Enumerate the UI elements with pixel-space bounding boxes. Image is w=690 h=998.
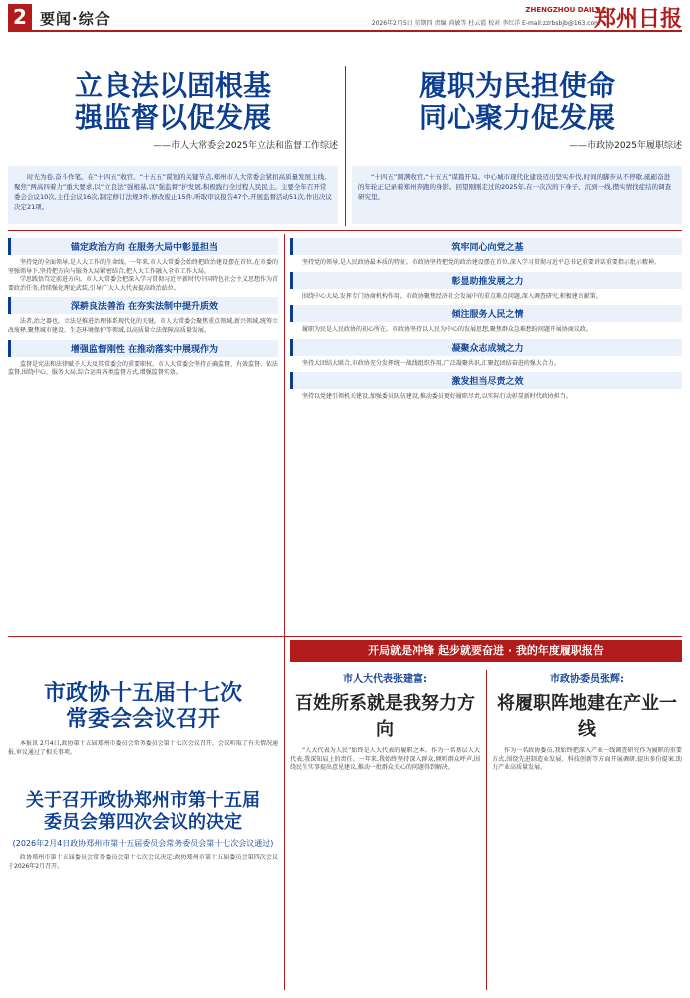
brand-logo: 郑州日报 — [593, 6, 682, 32]
card-right — [492, 670, 682, 998]
left-subhead-1: 锚定政治方向 在服务大局中彰显担当 — [8, 238, 278, 255]
news2-text: 政协郑州市第十五届委员会常务委员会第十七次会议决定:政协郑州市第十五届委员会第四次会议于2026年2月召开。 — [8, 854, 278, 870]
left-headline-line1: 立良法以固根基 — [74, 69, 271, 102]
left-para-3: 法者,治之器也。立法是推进治理体系现代化的关键。市人大常委会聚焦重点领域,新兴领域,统筹立改废释,聚焦城市建设、生态环境保护等领域,以高质量立法保障高质量发展。 — [8, 318, 278, 334]
left-para-2: 学思践悟笃定前进方向。市人大常委会把深入学习贯彻习近平新时代中国特色社会主义思想作为首要政治任务,持续强化理论武装,引导广大人大代表提高政治站位。 — [8, 276, 278, 292]
left-headline-line2: 强监督以促发展 — [74, 101, 271, 134]
right-lead: “十四五”圆满收官,“十五五”谋篇开局。中心城市现代化建设迈出坚实步伐,时间的脚步从不停歇,砥砺奋进的年轮正记录着郑州奔跑的身影。回望刚刚走过的2025年,在一次次的下身子、沉到一线,攒实情找症结的调查研究里。 — [358, 173, 672, 201]
card-left-title-big: 百姓所系就是我努力方向 — [295, 693, 475, 740]
bottom-left-decision — [8, 790, 278, 964]
mid-divider — [284, 234, 285, 990]
left-subhead-2: 深耕良法善治 在夯实法制中提升质效 — [8, 297, 278, 314]
left-top-article — [8, 70, 338, 151]
page-header — [8, 4, 682, 32]
news2-headline-line2: 委员会第四次会议的决定 — [44, 812, 242, 833]
right-para-1: 坚持党的领导,是人民政协最本质的特征。市政协坚持把党的政治建设摆在首位,深入学习贯彻习近平总书记重要讲话重要指示批示精神。 — [302, 259, 660, 266]
right-headline-line1: 履职为民担使命 — [418, 69, 615, 102]
left-subhead-3: 增强监督刚性 在推动落实中展现作为 — [8, 340, 278, 357]
brand-en: ZHENGZHOU DAILY — [525, 6, 600, 14]
left-subline: ——市人大常委会2025年立法和监督工作综述 — [153, 141, 338, 151]
right-subline: ——市政协2025年履职综述 — [569, 141, 682, 151]
right-headline-line2: 同心聚力促发展 — [418, 101, 615, 134]
card-left-title-small: 市人大代表张建富: — [343, 674, 427, 685]
right-subhead-1: 筑牢同心向党之基 — [290, 238, 682, 255]
feature-banner: 开局就是冲锋 起步就要奋进 · 我的年度履职报告 — [290, 640, 682, 662]
card-right-title-small: 市政协委员张辉: — [550, 674, 624, 685]
section-name: 要闻·综合 — [40, 10, 111, 28]
right-subhead-2: 彰显助推发展之力 — [290, 272, 682, 289]
card-right-text: 作为一名政协委员,我始终把深入产业一线调查研究作为履职的重要方式,围绕先进制造业发展、科技创新等方面开展调研,提出多份提案,助力产业高质量发展。 — [492, 747, 682, 772]
left-para-4: 监督是宪法和法律赋予人大及其常委会的重要职权。市人大常委会坚持正确监督、有效监督、依法监督,围绕中心、服务大局,综合运用各类监督方式,增强监督实效。 — [8, 360, 278, 377]
top-rule — [8, 230, 682, 231]
right-mid-columns — [290, 234, 682, 634]
right-subhead-3: 倾注服务人民之情 — [290, 305, 682, 322]
right-subhead-4: 凝聚众志成城之力 — [290, 339, 682, 356]
left-mid-columns — [8, 234, 278, 634]
page-number: 2 — [8, 4, 32, 30]
right-para-3: 履职为民是人民政协的初心所在。市政协坚持以人民为中心的发展思想,聚焦群众急难愁盼问题开展协商议政。 — [302, 326, 592, 334]
card-divider — [486, 670, 487, 990]
left-para-1: 坚持党的全面领导,是人大工作的生命线。一年来,市人大常委会始终把政治建设摆在首位,在市委的坚强领导下,坚持把方向与服务大局紧密结合,把人大工作融入全市工作大局。 — [8, 259, 278, 275]
news1-headline-line1: 市政协十五届十七次 — [43, 680, 242, 706]
left-lead: 时光为卷,奋斗作笔。在“十四五”收官、“十五五”谋划的关键节点,郑州市人大常委会紧扣高质量发展主线,聚焦“两高四着力”重大要求,以“立良法”强根基,以“强监督”护发展,积极践行全过程人民民主。主要全年召开常委会会议10次,主任会议16次,制定修订法规3件,修改废止15件,听取审议报告47个,开展监督活动51次,作出决议决定21项。 — [14, 173, 332, 211]
right-para-2: 围绕中心大局,发挥专门协商机构作用。市政协聚焦经济社会发展中的重点难点问题,深入调查研究,积极建言献策。 — [302, 292, 602, 300]
right-para-5: 坚持以党建引领机关建设,加强委员队伍建设,推动委员更好履职尽责,以实际行动彰显新时代政协担当。 — [302, 393, 572, 401]
card-right-title-big: 将履职阵地建在产业一线 — [497, 693, 677, 740]
card-left-text: “人大代表为人民”始终是人大代表的履职之本。作为一名基层人大代表,我深知肩上的责任。一年来,我始终坚持深入群众,倾听群众呼声,围绕民生实事提出意见建议,推动一批群众关心的问题得到解决。 — [290, 747, 480, 772]
news1-headline-line2: 常委会会议召开 — [65, 706, 220, 732]
header-meta: 2026年2月5日 星期四 责编 尚敏等 杜云霞 校对 李红洋 E-mail:zzrbsbjb@163.com — [371, 20, 600, 27]
right-lead-box — [352, 166, 682, 224]
right-subhead-5: 激发担当尽责之效 — [290, 372, 682, 389]
news1-text: 本报讯 2月4日,政协第十五届郑州市委员会常务委员会第十七次会议召开。会议听取了有关情况通报,审议通过了相关事项。 — [8, 740, 278, 756]
right-para-4: 坚持大团结大联合,市政协充分发挥统一战线组织作用,广泛凝聚共识,汇聚起团结奋进的强大合力。 — [302, 359, 560, 367]
top-divider — [345, 66, 346, 226]
news2-headline-line1: 关于召开政协郑州市第十五届 — [26, 790, 260, 811]
card-left — [290, 670, 480, 998]
left-lead-box — [8, 166, 338, 224]
news2-bracket: (2026年2月4日政协郑州市第十五届委员会常务委员会第十七次会议通过) — [12, 839, 274, 848]
bottom-rule — [8, 636, 682, 637]
right-top-article — [352, 70, 682, 151]
